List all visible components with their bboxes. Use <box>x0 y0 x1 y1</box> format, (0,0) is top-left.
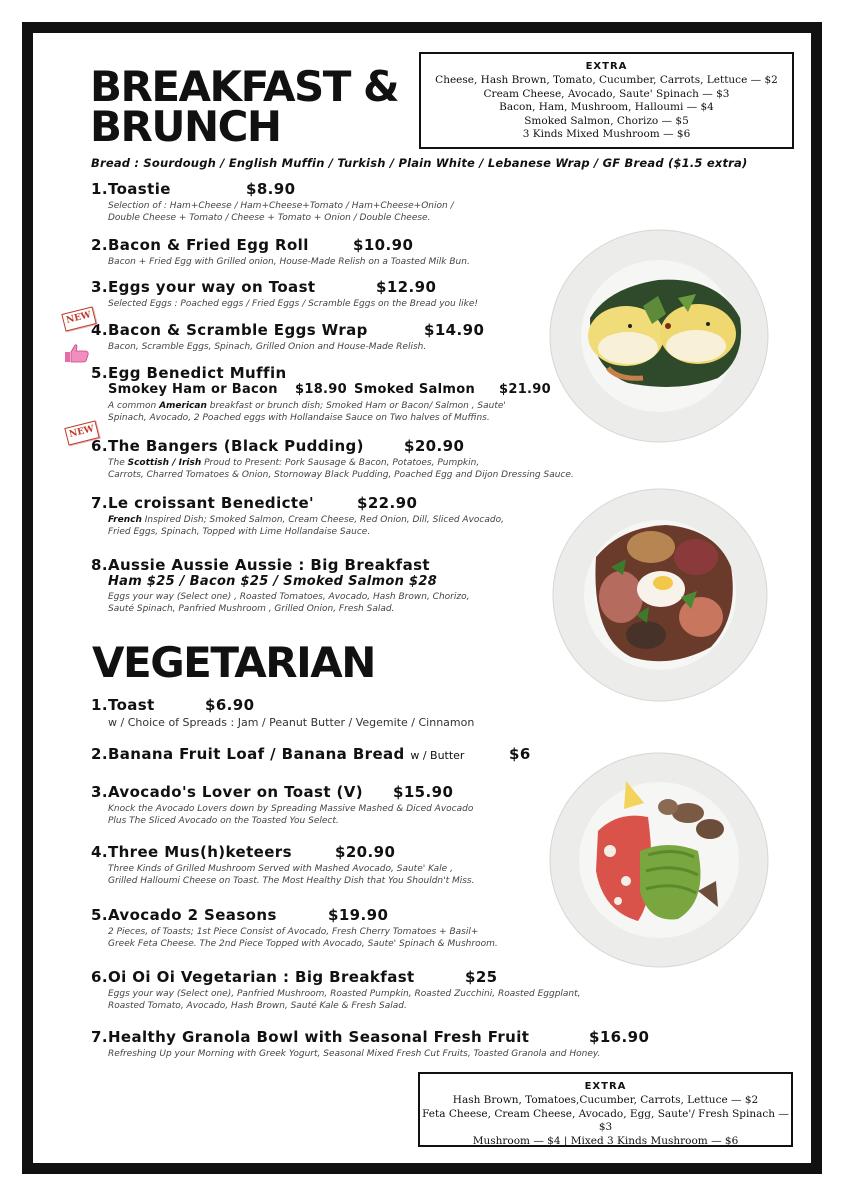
item-price: $6.90 <box>205 696 255 714</box>
bread-options: Bread : Sourdough / English Muffin / Turkish / Plain White / Lebanese Wrap / GF Bread ($1.5 extra) <box>91 156 748 170</box>
extra-line: 3 Kinds Mixed Mushroom — $6 <box>522 128 691 140</box>
item-price: $6 <box>509 745 531 763</box>
extra-box-top <box>419 52 794 149</box>
desc-bold: French <box>108 515 142 525</box>
menu-item <box>91 278 478 310</box>
item-description: Three Kinds of Grilled Mushroom Served with Mashed Avocado, Saute' Kale , <box>108 864 453 874</box>
thumbs-up-icon <box>64 343 90 363</box>
item-price: $8.90 <box>246 180 296 198</box>
item-price: $20.90 <box>404 437 465 455</box>
item-price: $12.90 <box>376 278 437 296</box>
item-description: Grilled Halloumi Cheese on Toast. The Most Healthy Dish that You Shouldn't Miss. <box>108 876 475 886</box>
item-number: 6. <box>91 968 108 986</box>
menu-item <box>91 696 474 729</box>
item-name: Avocado 2 Seasons <box>107 906 277 924</box>
item-description: Plus The Sliced Avocado on the Toasted You Select. <box>108 816 339 826</box>
new-badge: NEW <box>64 420 99 445</box>
title-line-2: BRUNCH <box>90 102 281 151</box>
big-breakfast-photo <box>551 487 769 703</box>
extra-box-bottom <box>418 1072 793 1147</box>
menu-item <box>91 745 531 765</box>
section-title-vegetarian: VEGETARIAN <box>92 638 375 687</box>
item-description: w / Choice of Spreads : Jam / Peanut Butter / Vegemite / Cinnamon <box>108 716 475 729</box>
extra-line: Mushroom — $4 | Mixed 3 Kinds Mushroom — $6 <box>472 1134 739 1147</box>
item-description: Fried Eggs, Spinach, Topped with Lime Hollandaise Sauce. <box>108 527 371 537</box>
eggs-benedict-photo <box>548 228 770 444</box>
item-option: Smokey Ham or Bacon <box>108 382 278 397</box>
item-options: Ham $25 / Bacon $25 / Smoked Salmon $28 <box>108 574 438 589</box>
item-number: 2. <box>91 745 108 763</box>
title-line-1: BREAKFAST & <box>90 62 399 111</box>
item-option: Smoked Salmon <box>354 382 476 397</box>
item-name: The Bangers (Black Pudding) <box>107 437 364 455</box>
item-name: Avocado's Lover on Toast (V) <box>107 783 364 801</box>
desc-text: The <box>108 458 128 468</box>
desc-text: A common <box>108 401 160 411</box>
item-price: $21.90 <box>499 382 551 397</box>
item-price: $16.90 <box>589 1028 650 1046</box>
item-price: $18.90 <box>295 382 347 397</box>
item-description: Sauté Spinach, Panfried Mushroom , Grilled Onion, Fresh Salad. <box>108 604 395 614</box>
item-description: Selection of : Ham+Cheese / Ham+Cheese+Tomato / Ham+Cheese+Onion / <box>108 201 454 211</box>
item-name: Toast <box>107 696 155 714</box>
item-price: $22.90 <box>357 494 418 512</box>
item-name: Bacon & Scramble Eggs Wrap <box>107 321 368 339</box>
item-price: $20.90 <box>335 843 396 861</box>
menu-item <box>91 556 469 615</box>
extra-line: Hash Brown, Tomatoes,Cucumber, Carrots, Lettuce — $2 <box>452 1094 759 1106</box>
extra-title: EXTRA <box>584 1081 627 1092</box>
item-name: Bacon & Fried Egg Roll <box>107 236 309 254</box>
item-description: Roasted Tomato, Avocado, Hash Brown, Sauté Kale & Fresh Salad. <box>108 1001 407 1011</box>
desc-bold: American <box>159 401 207 411</box>
avocado-toast-photo <box>548 751 770 969</box>
extra-line: Cheese, Hash Brown, Tomato, Cucumber, Carrots, Lettuce — $2 <box>435 74 778 86</box>
item-price: $15.90 <box>393 783 454 801</box>
item-number: 3. <box>91 278 108 296</box>
desc-text: Inspired Dish; Smoked Salmon, Cream Cheese, Red Onion, Dill, Sliced Avocado, <box>141 515 504 525</box>
item-number: 2. <box>91 236 108 254</box>
item-name: Eggs your way on Toast <box>107 278 316 296</box>
item-description: Carrots, Charred Tomatoes & Onion, Stornoway Black Pudding, Poached Egg and Dijon Dressing Sauce. <box>108 470 574 480</box>
item-description: Eggs your way (Select one), Panfried Mushroom, Roasted Pumpkin, Roasted Zucchini, Roasted Eggplant, <box>108 989 581 999</box>
page-title <box>90 62 399 151</box>
new-badge: NEW <box>61 306 96 331</box>
item-description: 2 Pieces, of Toasts; 1st Piece Consist of Avocado, Fresh Cherry Tomatoes + Basil+ <box>108 927 479 937</box>
item-price: $25 <box>465 968 498 986</box>
item-number: 6. <box>91 437 108 455</box>
desc-text: breakfast or brunch dish; Smoked Ham or Bacon/ Salmon , Saute' <box>206 401 506 411</box>
extra-line: Bacon, Ham, Mushroom, Halloumi — $4 <box>499 101 714 113</box>
menu-item <box>91 180 454 224</box>
item-price: $19.90 <box>328 906 389 924</box>
item-description: Bacon, Scramble Eggs, Spinach, Grilled Onion and House-Made Relish. <box>108 342 427 352</box>
extra-title: EXTRA <box>585 61 628 72</box>
item-description: Eggs your way (Select one) , Roasted Tomatoes, Avocado, Hash Brown, Chorizo, <box>108 592 470 602</box>
item-description: Greek Feta Cheese. The 2nd Piece Topped with Avocado, Saute' Spinach & Mushroom. <box>108 939 498 949</box>
item-number: 1. <box>91 696 108 714</box>
item-name: Oi Oi Oi Vegetarian : Big Breakfast <box>107 968 415 986</box>
item-price: $14.90 <box>424 321 485 339</box>
item-extra: w / Butter <box>410 749 465 762</box>
item-number: 8. <box>91 556 108 574</box>
item-description: Double Cheese + Tomato / Cheese + Tomato + Onion / Double Cheese. <box>108 213 431 223</box>
item-name: Healthy Granola Bowl with Seasonal Fresh Fruit <box>107 1028 530 1046</box>
menu-item <box>91 968 581 1012</box>
item-number: 7. <box>91 494 108 512</box>
menu-item <box>91 321 485 353</box>
menu-item <box>91 437 574 481</box>
item-name: Le croissant Benedicte' <box>107 494 315 512</box>
menu-item <box>91 364 551 424</box>
desc-text: Proud to Present: Pork Sausage & Bacon, Potatoes, Pumpkin, <box>201 458 480 468</box>
item-price: $10.90 <box>353 236 414 254</box>
menu-item <box>91 494 504 538</box>
menu-item <box>91 843 474 887</box>
item-description: Knock the Avocado Lovers down by Spreading Massive Mashed & Diced Avocado <box>108 804 474 814</box>
item-number: 4. <box>91 321 108 339</box>
desc-bold: Scottish / Irish <box>127 458 202 468</box>
item-description: Bacon + Fried Egg with Grilled onion, House-Made Relish on a Toasted Milk Bun. <box>108 257 470 267</box>
menu-item <box>91 1028 650 1060</box>
item-number: 5. <box>91 906 108 924</box>
extra-line: Cream Cheese, Avocado, Saute' Spinach — $3 <box>483 87 730 100</box>
item-name: Aussie Aussie Aussie : Big Breakfast <box>107 556 430 574</box>
item-number: 5. <box>91 364 108 382</box>
item-number: 1. <box>91 180 108 198</box>
item-name: Banana Fruit Loaf / Banana Bread <box>107 745 405 763</box>
item-name: Toastie <box>107 180 171 198</box>
item-name: Egg Benedict Muffin <box>107 364 287 382</box>
item-name: Three Mus(h)keteers <box>107 843 292 861</box>
menu-item <box>91 906 498 950</box>
extra-line: Smoked Salmon, Chorizo — $5 <box>524 114 689 127</box>
extra-line: Feta Cheese, Cream Cheese, Avocado, Egg, Saute'/ Fresh Spinach — $3 <box>422 1107 789 1133</box>
item-number: 7. <box>91 1028 108 1046</box>
item-description: Refreshing Up your Morning with Greek Yogurt, Seasonal Mixed Fresh Cut Fruits, Toasted Granola and Honey. <box>108 1049 601 1059</box>
item-description: Selected Eggs : Poached eggs / Fried Eggs / Scramble Eggs on the Bread you like! <box>108 299 478 309</box>
item-number: 4. <box>91 843 108 861</box>
menu-item <box>91 783 473 827</box>
menu-item <box>91 236 470 268</box>
item-number: 3. <box>91 783 108 801</box>
item-description: Spinach, Avocado, 2 Poached eggs with Hollandaise Sauce on Two halves of Muffins. <box>108 413 490 423</box>
